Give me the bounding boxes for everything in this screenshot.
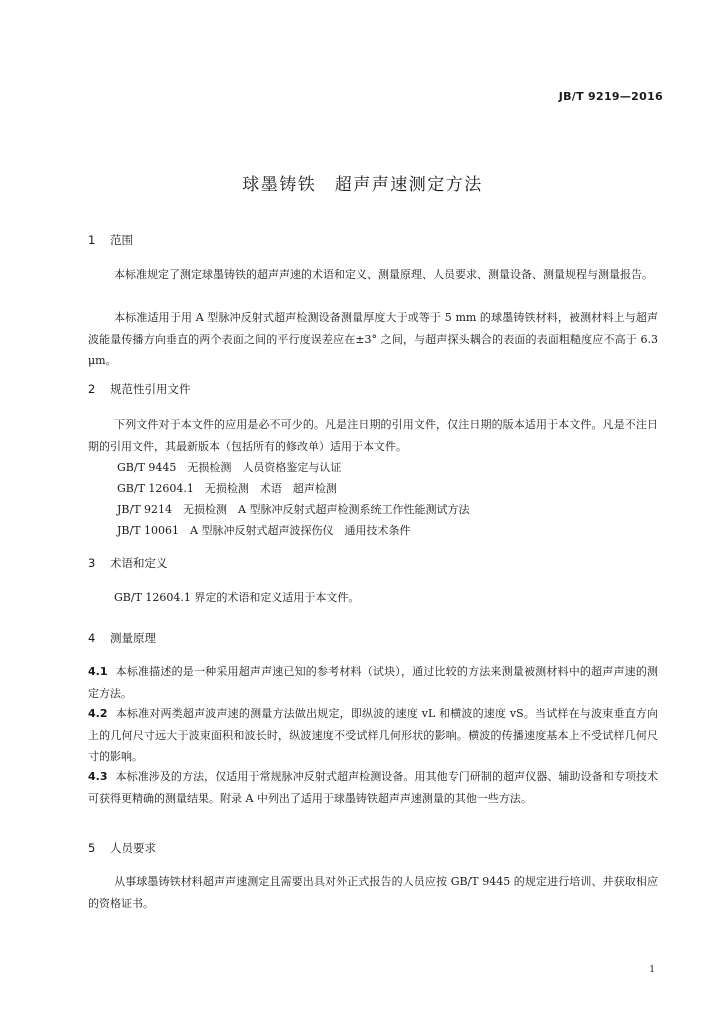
clause-text: 本标准描述的是一种采用超声声速已知的参考材料（试块），通过比较的方法来测量被测材料中的超声声速的测定方法。 [88,665,658,700]
section-title: 术语和定义 [110,556,168,570]
section-title: 范围 [110,233,133,247]
section-5-heading [88,840,156,856]
section-3-paragraph-1 [88,587,658,609]
section-title: 测量原理 [110,631,156,645]
reference-item: JB/T 9214 无损检测 A 型脉冲反射式超声检测系统工作性能测试方法 [117,503,470,516]
reference-item: JB/T 10061 A 型脉冲反射式超声波探伤仪 通用技术条件 [117,524,411,537]
paragraph-text: 本标准规定了测定球墨铸铁的超声声速的术语和定义、测量原理、人员要求、测量设备、测量规程与测量报告。 [114,268,653,281]
section-1-heading [88,232,133,248]
clause-number: 4.3 [88,770,108,783]
document-title: 球墨铸铁 超声声速测定方法 [242,175,483,195]
section-number: 2 [88,382,96,396]
paragraph-text: GB/T 12604.1 界定的术语和定义适用于本文件。 [114,591,360,604]
clause-text: 本标准涉及的方法，仅适用于常规脉冲反射式超声检测设备。用其他专门研制的超声仪器、辅助设备和专项技术可获得更精确的测量结果。附录 A 中列出了适用于球墨铸铁超声声速测量的其他一些方法。 [88,770,658,805]
clause-4-1 [88,661,658,704]
reference-item: GB/T 12604.1 无损检测 术语 超声检测 [117,482,337,495]
section-2-paragraph-1 [88,414,658,457]
section-number: 3 [88,556,96,570]
clause-number: 4.1 [88,665,108,678]
section-5-paragraph-1 [88,871,658,914]
paragraph-text: 本标准适用于用 A 型脉冲反射式超声检测设备测量厚度大于或等于 5 mm 的球墨铸铁材料，被测材料上与超声波能量传播方向垂直的两个表面之间的平行度误差应在±3° 之间，与超声探头耦合的表面的表面粗糙度应不高于 6.3 μm。 [88,311,658,367]
section-number: 4 [88,631,96,645]
reference-item: GB/T 9445 无损检测 人员资格鉴定与认证 [117,461,342,474]
clause-4-2 [88,703,658,768]
section-1-paragraph-2 [88,307,658,372]
section-title: 人员要求 [110,841,156,855]
section-title: 规范性引用文件 [110,382,191,396]
paragraph-text: 从事球墨铸铁材料超声声速测定且需要出具对外正式报告的人员应按 GB/T 9445 的规定进行培训、并获取相应的资格证书。 [88,875,658,910]
standard-number: JB/T 9219—2016 [558,90,663,103]
clause-text: 本标准对两类超声波声速的测量方法做出规定，即纵波的速度 vL 和横波的速度 vS。当试样在与波束垂直方向上的几何尺寸远大于波束面积和波长时，纵波速度不受试样几何形状的影响。横波的传播速度基本上不受试样几何尺寸的影响。 [88,707,658,763]
page-number: 1 [649,965,655,975]
clause-number: 4.2 [88,707,108,720]
section-1-paragraph-1 [88,264,658,286]
section-number: 1 [88,233,96,247]
section-4-heading [88,630,156,646]
section-number: 5 [88,841,96,855]
section-2-heading [88,381,191,397]
clause-4-3 [88,766,658,809]
section-3-heading [88,555,168,571]
paragraph-text: 下列文件对于本文件的应用是必不可少的。凡是注日期的引用文件，仅注日期的版本适用于本文件。凡是不注日期的引用文件，其最新版本（包括所有的修改单）适用于本文件。 [88,418,658,453]
